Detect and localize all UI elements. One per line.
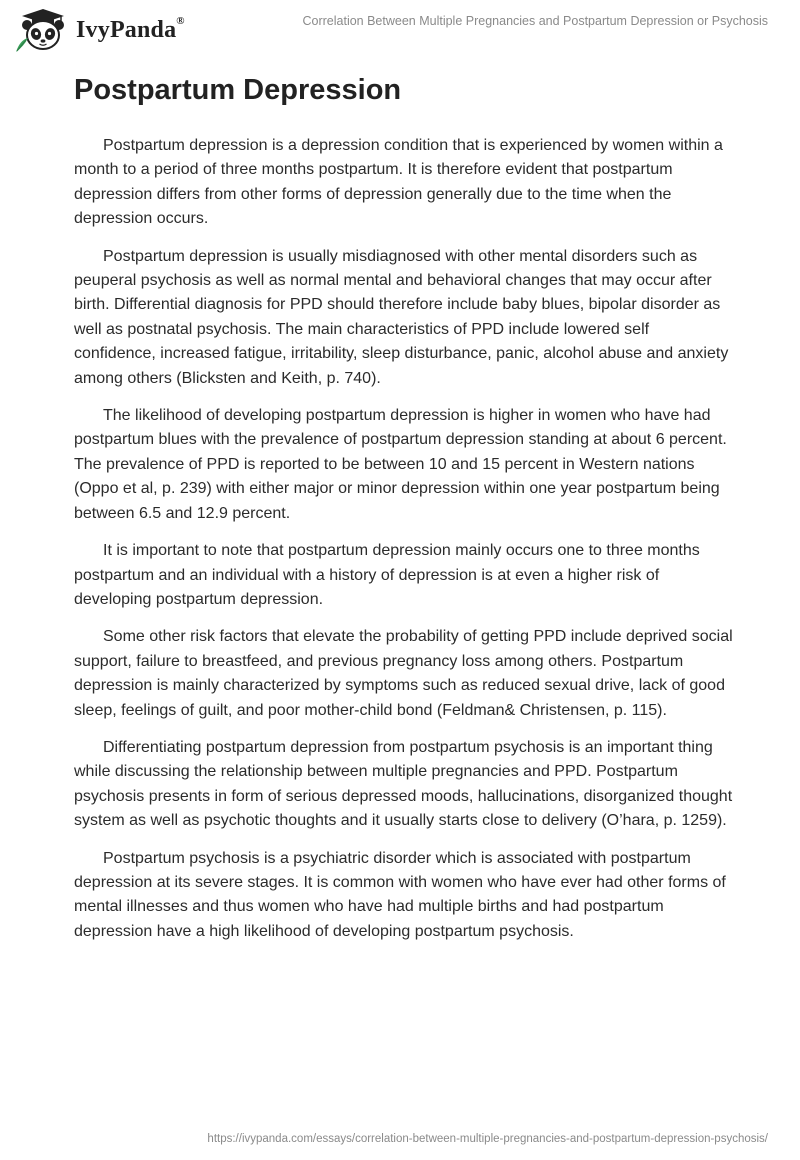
registered-mark: ®	[176, 15, 185, 27]
paragraph: Postpartum psychosis is a psychiatric disorder which is associated with postpartum depression at its severe stages. It is common with women who have ever had other forms of mental illnesses and thus women who have had multiple births and had postpartum depression have a high likelihood of developing postpartum psychosis.	[74, 849, 726, 940]
page-header	[0, 0, 800, 64]
paragraph: Differentiating postpartum depression from postpartum psychosis is an important thing while discussing the relationship between multiple pregnancies and PPD. Postpartum psychosis presents in form of serious depressed moods, hallucinations, disorganized thought system as well as psychotic thoughts and it usually starts close to delivery (O’hara, p. 1259).	[74, 738, 733, 830]
source-url-link[interactable]: https://ivypanda.com/essays/correlation-between-multiple-pregnancies-and-postpartum-depression-psychosis/	[207, 1133, 768, 1145]
paragraph: The likelihood of developing postpartum depression is higher in women who have had postpartum blues with the prevalence of postpartum depression standing at about 6 percent. The prevalence of PPD is reported to be between 10 and 15 percent in Western nations (Oppo et al, p. 239) with either major or minor depression within one year postpartum being between 6.5 and 12.9 percent.	[74, 407, 727, 522]
logo-wordmark: IvyPanda®	[76, 15, 185, 43]
running-title: Correlation Between Multiple Pregnancies and Postpartum Depression or Psychosis	[302, 14, 768, 28]
paragraph: Postpartum depression is a depression condition that is experienced by women within a month to a period of three months postpartum. It is therefore evident that postpartum depression differs from other forms of depression generally due to the time when the depression occurs.	[74, 137, 723, 228]
paragraph: Some other risk factors that elevate the probability of getting PPD include deprived social support, failure to breastfeed, and previous pregnancy loss among others. Postpartum depression is mainly characterized by symptoms such as reduced sexual drive, lack of good sleep, feelings of guilt, and poor mother-child bond (Feldman& Christensen, p. 115).	[74, 628, 733, 719]
panda-graduate-icon	[12, 8, 76, 52]
paragraph: Postpartum depression is usually misdiagnosed with other mental disorders such as peuperal psychosis as well as normal mental and behavioral changes that may occur after birth. Differential diagnosis for PPD should therefore include baby blues, bipolar disorder as well as postnatal psychosis. The main characteristics of PPD include lowered self confidence, increased fatigue, irritability, sleep disturbance, panic, alcohol abuse and anxiety among others (Blicksten and Keith, p. 740).	[74, 247, 729, 387]
essay-content	[74, 72, 734, 957]
page-title: Postpartum Depression	[74, 74, 402, 106]
paragraph: It is important to note that postpartum depression mainly occurs one to three months postpartum and an individual with a history of depression is at even a higher risk of developing postpartum depression.	[74, 542, 700, 608]
ivypanda-logo[interactable]	[12, 8, 185, 52]
